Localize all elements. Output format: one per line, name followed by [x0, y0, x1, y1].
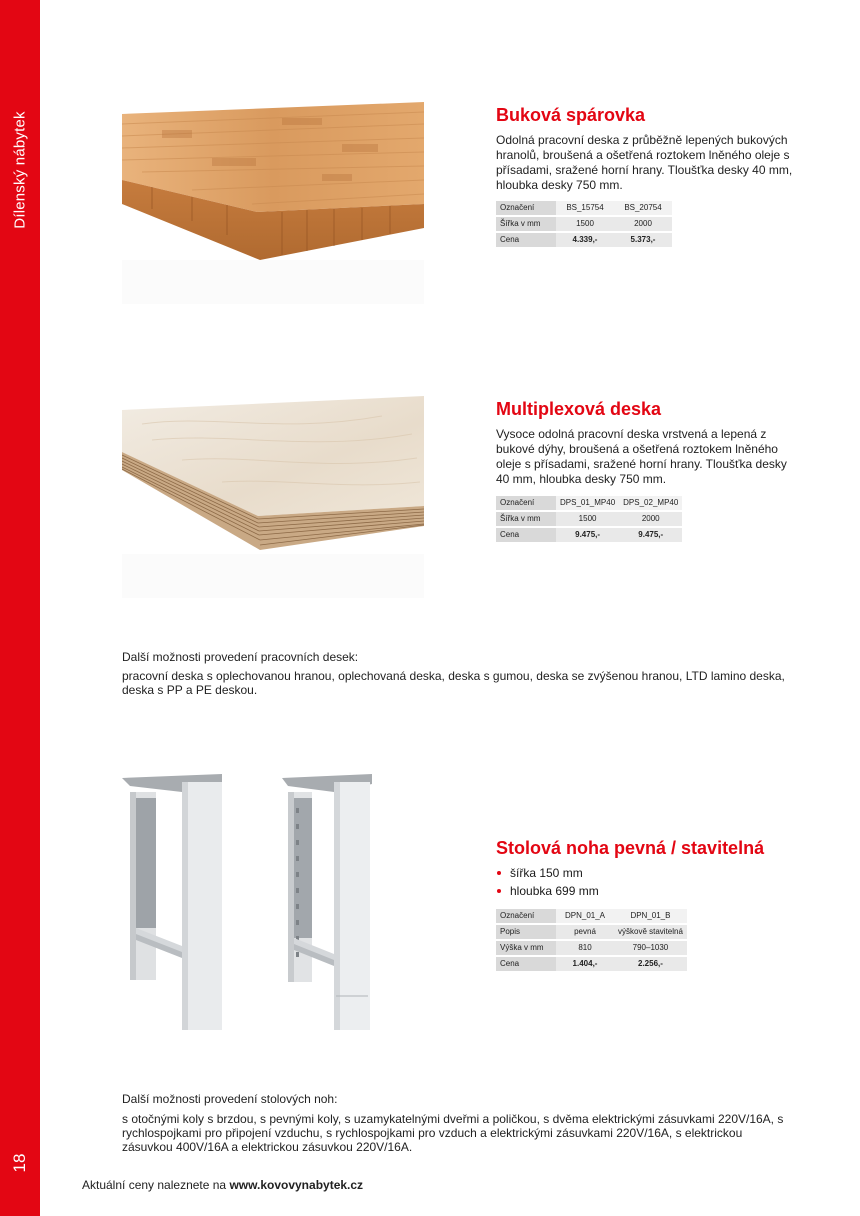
- product-description-beech: Odolná pracovní deska z průběžně lepených bukových hranolů, broušená a ošetřená roztokem lněného oleje s přísadami, sražené horní hrany. Tloušťka desky 40 mm, hloubka desky 750 mm.: [496, 133, 793, 192]
- fixed-leg: [122, 774, 222, 1030]
- table-legs-image: [122, 774, 382, 1034]
- spec-label: Šířka v mm: [496, 217, 556, 231]
- multiplex-worktop-image: [122, 394, 424, 598]
- section-title: Dílenský nábytek: [11, 111, 29, 229]
- beech-worktop-image: [122, 100, 424, 304]
- product-title-beech: Buková spárovka: [496, 105, 646, 125]
- spec-value: DPS_02_MP40: [619, 496, 682, 510]
- spec-value: DPN_01_A: [556, 909, 614, 923]
- spec-table-multiplex: [496, 494, 682, 544]
- spec-table-beech: [496, 199, 672, 249]
- bullet-dot-icon: [497, 889, 501, 893]
- product-description-multiplex: Vysoce odolná pracovní deska vrstvená a lepená z bukové dýhy, broušená a ošetřená roztokem lněného oleje s přísadami, sražené horní hrany. Tloušťka desky 40 mm, hloubka desky 750 mm.: [496, 427, 787, 486]
- leg-options-title: Další možnosti provedení stolových noh:: [122, 1092, 338, 1106]
- spec-value: DPN_01_B: [614, 909, 687, 923]
- spec-value: 1500: [556, 217, 614, 231]
- spec-table-table-leg: [496, 907, 687, 973]
- spec-label: Označení: [496, 909, 556, 923]
- product-title-multiplex: Multiplexová deska: [496, 399, 662, 419]
- spec-label: Výška v mm: [496, 941, 556, 955]
- spec-value: pevná: [556, 925, 614, 939]
- spec-value: 790–1030: [614, 941, 687, 955]
- bullet-dot-icon: [497, 871, 501, 875]
- spec-value: DPS_01_MP40: [556, 496, 619, 510]
- spec-value: 2000: [619, 512, 682, 526]
- price-value: 9.475,-: [556, 528, 619, 542]
- adjustable-leg: [282, 774, 372, 1030]
- page-number: 18: [10, 1153, 29, 1173]
- table-leg-bullets: [496, 864, 599, 900]
- footer: [82, 1178, 363, 1192]
- spec-value: BS_15754: [556, 201, 614, 215]
- price-value: 5.373,-: [614, 233, 672, 247]
- spec-label: Označení: [496, 496, 556, 510]
- spec-label: Cena: [496, 233, 556, 247]
- spec-value: výškově stavitelná: [614, 925, 687, 939]
- spec-label: Cena: [496, 528, 556, 542]
- bullet-item: šířka 150 mm: [496, 864, 599, 882]
- spec-value: BS_20754: [614, 201, 672, 215]
- product-title-table-leg: Stolová noha pevná / stavitelná: [496, 838, 765, 858]
- spec-label: Cena: [496, 957, 556, 971]
- footer-text: Aktuální ceny naleznete na: [82, 1178, 230, 1192]
- worktop-options-text: pracovní deska s oplechovanou hranou, oplechovaná deska, deska s gumou, deska se zvýšenou hranou, LTD lamino deska, deska s PP a PE deskou.: [122, 669, 785, 697]
- price-value: 1.404,-: [556, 957, 614, 971]
- spec-value: 810: [556, 941, 614, 955]
- bullet-item: hloubka 699 mm: [496, 882, 599, 900]
- price-value: 4.339,-: [556, 233, 614, 247]
- leg-options-text: s otočnými koly s brzdou, s pevnými koly, s uzamykatelnými dveřmi a poličkou, s dvěma elektrickými zásuvkami 220V/16A, s rychlospojkami pro připojení vzduchu, s rychlospojkami pro vzduch a elektrickými zásuvkami 220V/16A, s elektrickou zásuvkou 400V/16A a elektrickou zásuvkou 220V/16A.: [122, 1112, 784, 1154]
- spec-label: Popis: [496, 925, 556, 939]
- footer-website-link[interactable]: www.kovovynabytek.cz: [229, 1178, 364, 1192]
- spec-value: 1500: [556, 512, 619, 526]
- price-value: 2.256,-: [614, 957, 687, 971]
- spec-label: Šířka v mm: [496, 512, 556, 526]
- price-value: 9.475,-: [619, 528, 682, 542]
- spec-label: Označení: [496, 201, 556, 215]
- spec-value: 2000: [614, 217, 672, 231]
- sidebar: [0, 0, 40, 1216]
- worktop-options-title: Další možnosti provedení pracovních desek:: [122, 650, 359, 664]
